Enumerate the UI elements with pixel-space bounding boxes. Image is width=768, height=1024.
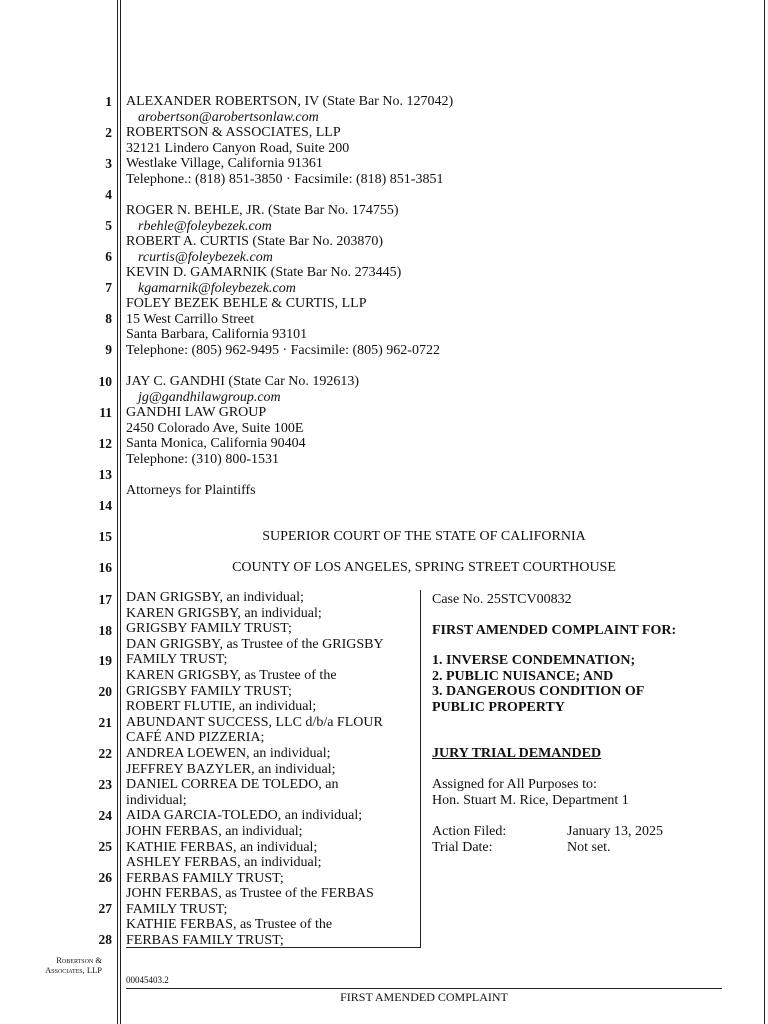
line-number: 2 [105, 125, 112, 140]
firm-address-1: 15 West Carrillo Street [126, 311, 255, 327]
causes-of-action [432, 653, 644, 715]
party-list [126, 590, 420, 949]
line-number: 5 [105, 218, 112, 233]
footer-firm-line-1: Robertson & [56, 955, 102, 965]
party-line: JOHN FERBAS, as Trustee of the FERBAS [126, 886, 374, 902]
line-number: 14 [98, 498, 112, 513]
counsel-block-2 [126, 203, 440, 358]
party-line: DAN GRIGSBY, an individual; [126, 590, 304, 605]
line-number: 13 [98, 467, 112, 482]
court-county: COUNTY OF LOS ANGELES, SPRING STREET COURTHOUSE [232, 560, 616, 575]
line-number: 6 [105, 249, 112, 264]
line-number: 21 [98, 715, 112, 730]
attorney-name: ALEXANDER ROBERTSON, IV (State Bar No. 127042) [126, 94, 454, 109]
caption-parties-box [126, 590, 421, 948]
party-line: JEFFREY BAZYLER, an individual; [126, 761, 336, 777]
party-line: ANDREA LOEWEN, an individual; [126, 745, 331, 761]
attorneys-for: Attorneys for Plaintiffs [126, 483, 256, 498]
party-line: DANIEL CORREA DE TOLEDO, an [126, 777, 339, 793]
party-line: JOHN FERBAS, an individual; [126, 823, 303, 839]
attorney-email: rcurtis@foleybezek.com [138, 249, 273, 265]
left-margin-rule-1 [117, 0, 118, 1024]
line-number: 25 [98, 839, 112, 854]
line-number: 24 [98, 808, 112, 823]
action-filed-value: January 13, 2025 [567, 824, 664, 839]
trial-date-label: Trial Date: [432, 839, 493, 855]
attorney-name: ROGER N. BEHLE, JR. (State Bar No. 174755) [126, 203, 399, 218]
party-line: DAN GRIGSBY, as Trustee of the GRIGSBY [126, 636, 384, 652]
complaint-title: FIRST AMENDED COMPLAINT FOR: [432, 623, 677, 638]
line-number: 4 [105, 187, 112, 202]
line-number: 26 [98, 870, 112, 885]
line-number: 17 [98, 592, 112, 607]
firm-name: GANDHI LAW GROUP [126, 405, 267, 420]
firm-address-2: Santa Monica, California 90404 [126, 436, 306, 451]
cause-3: 3. DANGEROUS CONDITION OF [432, 684, 645, 699]
firm-phone: Telephone: (805) 962-9495 · Facsimile: (805) 962-0722 [126, 342, 440, 358]
line-number: 3 [105, 156, 112, 171]
firm-address-1: 32121 Lindero Canyon Road, Suite 200 [126, 140, 350, 156]
party-line: FERBAS FAMILY TRUST; [126, 933, 284, 949]
assignment [432, 777, 629, 808]
counsel-block-1 [126, 94, 453, 187]
attorney-name: KEVIN D. GAMARNIK (State Bar No. 273445) [126, 265, 402, 280]
line-number: 22 [98, 746, 112, 761]
assigned-line-1: Assigned for All Purposes to: [432, 777, 597, 792]
case-number: Case No. 25STCV00832 [432, 592, 572, 607]
party-line: ASHLEY FERBAS, an individual; [126, 855, 322, 871]
firm-address-1: 2450 Colorado Ave, Suite 100E [126, 420, 304, 436]
party-line: KAREN GRIGSBY, an individual; [126, 605, 322, 621]
left-margin-rule-2 [120, 0, 121, 1024]
party-line: GRIGSBY FAMILY TRUST; [126, 621, 292, 637]
party-line: individual; [126, 792, 187, 808]
firm-address-2: Santa Barbara, California 93101 [126, 327, 308, 342]
line-number: 11 [99, 405, 112, 420]
party-line: ABUNDANT SUCCESS, LLC d/b/a FLOUR [126, 714, 383, 730]
footer-firm-name [30, 955, 102, 975]
footer-rule [126, 988, 722, 989]
firm-phone: Telephone.: (818) 851-3850 · Facsimile: (818) 851-3851 [126, 171, 444, 187]
firm-name: FOLEY BEZEK BEHLE & CURTIS, LLP [126, 296, 367, 311]
attorney-name: JAY C. GANDHI (State Car No. 192613) [126, 374, 360, 389]
attorney-email: rbehle@foleybezek.com [138, 218, 272, 234]
cause-2: 2. PUBLIC NUISANCE; AND [432, 668, 614, 684]
jury-demand: JURY TRIAL DEMANDED [432, 746, 602, 761]
line-number: 1 [105, 94, 112, 109]
line-number: 12 [98, 436, 112, 451]
party-line: FAMILY TRUST; [126, 652, 228, 668]
party-line: FAMILY TRUST; [126, 901, 228, 917]
party-line: KATHIE FERBAS, as Trustee of the [126, 917, 333, 933]
attorney-email: jg@gandhilawgroup.com [138, 389, 281, 405]
attorney-name: ROBERT A. CURTIS (State Bar No. 203870) [126, 234, 384, 249]
attorney-email: kgamarnik@foleybezek.com [138, 280, 296, 296]
party-line: AIDA GARCIA-TOLEDO, an individual; [126, 808, 363, 824]
action-filed-label: Action Filed: [432, 824, 507, 839]
party-line: GRIGSBY FAMILY TRUST; [126, 683, 292, 699]
firm-name: ROBERTSON & ASSOCIATES, LLP [126, 125, 341, 140]
attorney-email: arobertson@arobertsonlaw.com [138, 109, 319, 125]
line-number: 7 [105, 280, 112, 295]
line-number: 23 [98, 777, 112, 792]
line-number: 8 [105, 311, 112, 326]
trial-date-value: Not set. [567, 839, 611, 855]
document-number: 00045403.2 [126, 975, 169, 985]
dates [432, 824, 663, 855]
firm-address-2: Westlake Village, California 91361 [126, 156, 323, 171]
line-number: 16 [98, 560, 112, 575]
footer-firm-line-2: Associates, LLP [45, 965, 102, 975]
cause-1: 1. INVERSE CONDEMNATION; [432, 653, 636, 668]
line-number: 10 [98, 374, 112, 389]
line-number: 27 [98, 901, 112, 916]
party-line: CAFÉ AND PIZZERIA; [126, 730, 265, 746]
party-line: FERBAS FAMILY TRUST; [126, 870, 284, 886]
party-line: KATHIE FERBAS, an individual; [126, 839, 318, 855]
court-name: SUPERIOR COURT OF THE STATE OF CALIFORNIA [262, 529, 586, 544]
party-line: KAREN GRIGSBY, as Trustee of the [126, 667, 337, 683]
cause-3-cont: PUBLIC PROPERTY [432, 699, 565, 715]
right-margin-rule [764, 0, 765, 1024]
line-number: 19 [98, 653, 112, 668]
footer-title: FIRST AMENDED COMPLAINT [340, 990, 508, 1004]
assigned-line-2: Hon. Stuart M. Rice, Department 1 [432, 792, 629, 808]
line-number: 20 [98, 684, 112, 699]
counsel-block-3 [126, 374, 359, 467]
line-number: 9 [105, 342, 112, 357]
firm-phone: Telephone: (310) 800-1531 [126, 451, 279, 467]
line-number: 15 [98, 529, 112, 544]
line-number: 18 [98, 623, 112, 638]
party-line: ROBERT FLUTIE, an individual; [126, 699, 317, 715]
line-number: 28 [98, 932, 112, 947]
